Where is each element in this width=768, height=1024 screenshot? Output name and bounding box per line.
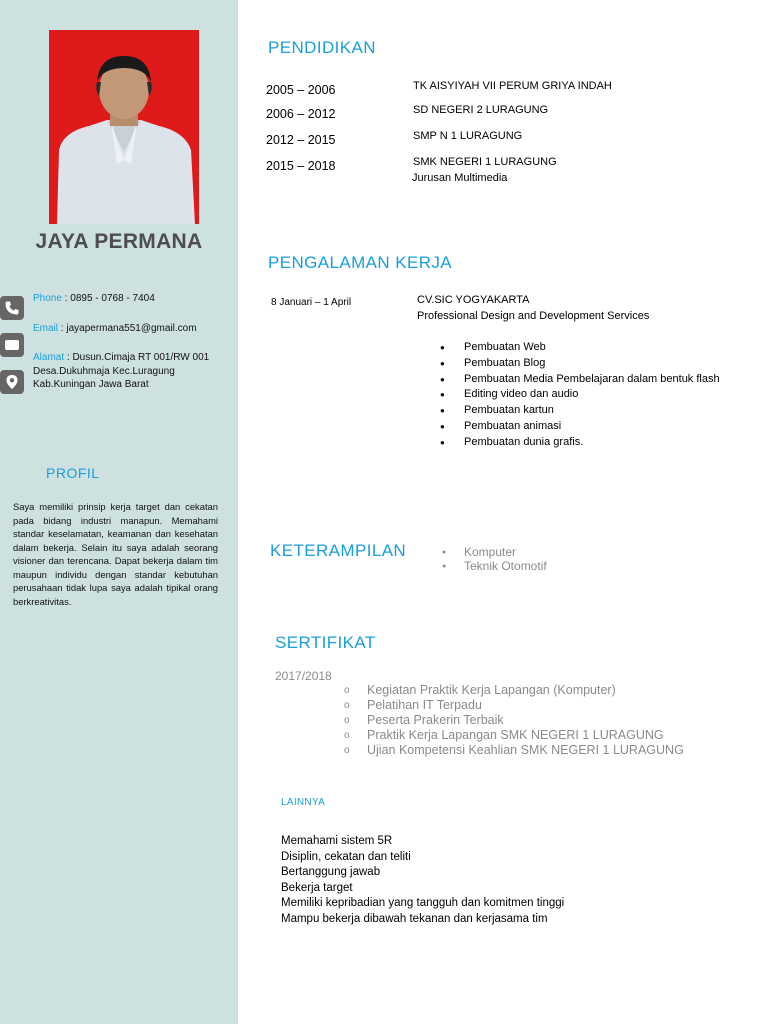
profil-title: PROFIL	[46, 465, 100, 481]
job-task-list	[440, 340, 730, 451]
list-item: ● Pembuatan kartun	[440, 403, 730, 419]
list-item: ● Komputer	[442, 545, 547, 559]
list-item: ● Teknik Otomotif	[442, 559, 547, 573]
list-item: ● Pembuatan Media Pembelajaran dalam bentuk flash	[440, 372, 730, 388]
sidebar	[0, 0, 238, 1024]
address-value-1: : Dusun.Cimaja RT 001/RW 001	[64, 352, 210, 363]
cert-list	[343, 683, 684, 755]
job-date: 8 Januari – 1 April	[271, 297, 352, 308]
list-item: o Peserta Prakerin Terbaik	[343, 713, 684, 728]
list-item: ● Pembuatan Web	[440, 340, 730, 356]
profil-text: Saya memiliki prinsip kerja target dan cekatan pada bidang industri manapun. Memahami standar keselamatan, keamanan dan kesehatan dalam bekerja. Selain itu saya adalah seorang visioner dan terencana. Dapat bekerja dalam tim maupun individu dengan standar kebutuhan perusahaan tidak lupa saya adalah tipikal orang berkreativitas.	[13, 501, 218, 607]
skill-list	[442, 545, 547, 573]
edu-major: Jurusan Multimedia	[412, 172, 508, 184]
list-item: ● Pembuatan animasi	[440, 419, 730, 435]
list-item: Memiliki kepribadian yang tangguh dan komitmen tinggi	[281, 897, 565, 910]
list-item: Disiplin, cekatan dan teliti	[281, 850, 411, 863]
profile-photo	[49, 30, 199, 224]
pendidikan-title: PENDIDIKAN	[268, 38, 376, 57]
list-item: Memahami sistem 5R	[281, 835, 393, 847]
list-item: o Kegiatan Praktik Kerja Lapangan (Komputer)	[343, 683, 684, 698]
email-value: : jayapermana551@gmail.com	[58, 323, 197, 334]
cert-year: 2017/2018	[275, 669, 332, 683]
list-item: o Pelatihan IT Terpadu	[343, 698, 684, 713]
list-item: Mampu bekerja dibawah tekanan dan kerjasama tim	[281, 912, 548, 925]
phone-icon	[0, 296, 24, 320]
address-block	[33, 351, 209, 392]
edu-years: 2005 – 2006	[266, 83, 336, 97]
email-label: Email	[33, 323, 59, 334]
person-photo	[49, 30, 199, 224]
mail-icon	[0, 333, 24, 357]
job-description: Professional Design and Development Services	[417, 310, 650, 322]
list-item: o Praktik Kerja Lapangan SMK NEGERI 1 LURAGUNG	[343, 728, 684, 743]
address-line-1	[33, 351, 209, 365]
address-line-2: Desa.Dukuhmaja Kec.Luragung	[33, 365, 175, 377]
edu-years: 2015 – 2018	[266, 159, 336, 173]
list-item: ● Editing video dan audio	[440, 387, 730, 403]
keterampilan-title: KETERAMPILAN	[270, 541, 407, 560]
edu-school: TK AISYIYAH VII PERUM GRIYA INDAH	[413, 80, 612, 92]
lainnya-list	[281, 834, 565, 925]
edu-years: 2012 – 2015	[266, 133, 336, 147]
profile-name: JAYA PERMANA	[35, 230, 203, 253]
list-item: o Ujian Kompetensi Keahlian SMK NEGERI 1 LURAGUNG	[343, 743, 684, 758]
email-line	[33, 322, 197, 336]
job-company: CV.SIC YOGYAKARTA	[417, 294, 530, 306]
sertifikat-title: SERTIFIKAT	[275, 633, 376, 652]
list-item: ● Pembuatan dunia grafis.	[440, 435, 730, 451]
edu-school: SD NEGERI 2 LURAGUNG	[413, 104, 549, 116]
edu-years: 2006 – 2012	[266, 107, 336, 121]
address-label: Alamat	[33, 352, 65, 363]
phone-line	[33, 292, 155, 306]
phone-value: : 0895 - 0768 - 7404	[61, 293, 155, 304]
address-line-3: Kab.Kuningan Jawa Barat	[33, 379, 149, 390]
pengalaman-title: PENGALAMAN KERJA	[268, 253, 453, 272]
list-item: Bekerja target	[281, 881, 353, 894]
list-item: ● Pembuatan Blog	[440, 356, 730, 372]
list-item: Bertanggung jawab	[281, 866, 381, 879]
lainnya-title: LAINNYA	[281, 797, 326, 808]
phone-label: Phone	[33, 293, 62, 304]
edu-school: SMK NEGERI 1 LURAGUNG	[413, 156, 557, 168]
location-icon	[0, 370, 24, 394]
edu-school: SMP N 1 LURAGUNG	[413, 130, 523, 142]
